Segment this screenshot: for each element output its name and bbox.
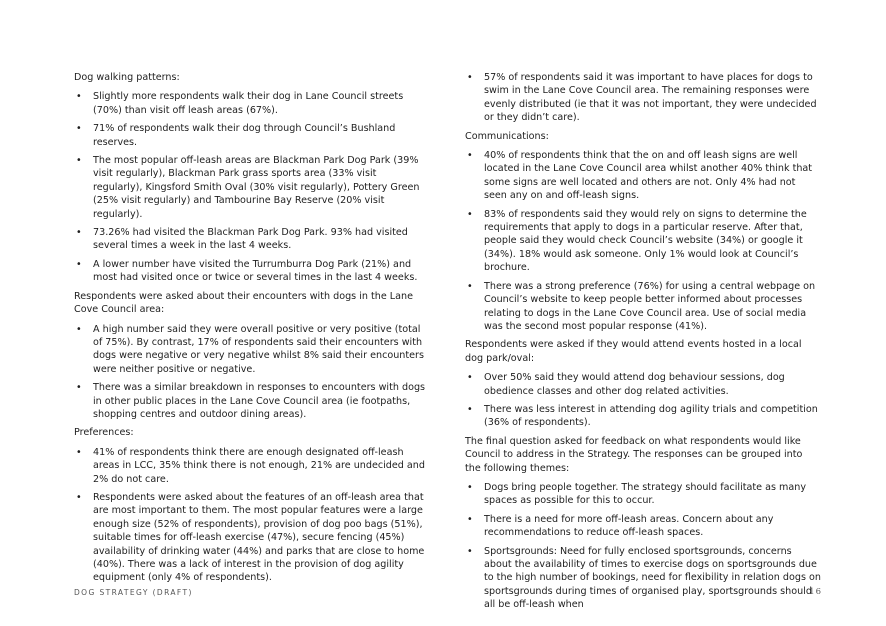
swimming-list: [465, 71, 821, 125]
footer-document-title: DOG STRATEGY (DRAFT): [74, 588, 193, 597]
preferences-list: [74, 446, 426, 585]
dog-walking-heading: Dog walking patterns:: [74, 72, 180, 83]
events-list: [465, 371, 821, 430]
communications-heading: Communications:: [465, 130, 549, 142]
preferences-heading: Preferences:: [74, 427, 134, 439]
feedback-heading: The final question asked for feedback on what respondents would like Council to address in the Strategy. The responses can be grouped into the following themes:: [465, 435, 803, 474]
list-item: • 83% of respondents said they would rely on signs to determine the requirements that apply to dogs in a particular reserve. After that, people said they would check Council’s website (34%) or google it (34%). 18% would ask someone. Only 1% would look at Council’s brochure.: [465, 208, 821, 275]
footer-page-number: 16: [809, 587, 822, 597]
list-item: • Sportsgrounds: Need for fully enclosed sportsgrounds, concerns about the availability of times to exercise dogs on sportsgrounds due to the high number of bookings, need for flexibility in relation dogs on sportsgrounds during times of organised play, sportsgrounds should all be off-leash when: [465, 545, 821, 612]
events-heading: Respondents were asked if they would attend events hosted in a local dog park/oval:: [465, 339, 802, 364]
list-item: • There is a need for more off-leash areas. Concern about any recommendations to reduce off-leash spaces.: [465, 513, 821, 540]
list-item: • Slightly more respondents walk their dog in Lane Council streets (70%) than visit off leash areas (67%).: [74, 90, 426, 117]
dog-walking-list: [74, 90, 426, 284]
list-item: • 57% of respondents said it was important to have places for dogs to swim in the Lane Cove Council area. The remaining responses were evenly distributed (ie that it was not important, they were undecided or they didn’t care).: [465, 71, 821, 125]
list-item: • A lower number have visited the Turrumburra Dog Park (21%) and most had visited once or twice or several times in the last 4 weeks.: [74, 258, 426, 285]
encounters-heading: Respondents were asked about their encounters with dogs in the Lane Cove Council area:: [74, 290, 413, 316]
communications-list: [465, 149, 821, 333]
list-item: • 73.26% had visited the Blackman Park Dog Park. 93% had visited several times a week in the last 4 weeks.: [74, 226, 426, 253]
list-item: • 41% of respondents think there are enough designated off-leash areas in LCC, 35% think there is not enough, 21% are undecided and 2% do not care.: [74, 446, 426, 486]
list-item: • There was a similar breakdown in responses to encounters with dogs in other public places in the Lane Cove Council area (ie footpaths, shopping centres and outdoor dining areas).: [74, 381, 426, 421]
list-item: • Dogs bring people together. The strategy should facilitate as many spaces as possible for this to occur.: [465, 481, 821, 508]
list-item: • There was a strong preference (76%) for using a central webpage on Council’s website to keep people better informed about processes relating to dogs in the Lane Cove Council area. Use of social media was the second most popular response (41%).: [465, 280, 821, 334]
encounters-list: [74, 323, 426, 422]
feedback-list: [465, 481, 821, 612]
list-item: • Over 50% said they would attend dog behaviour sessions, dog obedience classes and other dog related activities.: [465, 371, 821, 398]
list-item: • 40% of respondents think that the on and off leash signs are well located in the Lane Cove Council area whilst another 40% think that some signs are well located and others are not. Only 4% had not seen any on and off-leash signs.: [465, 149, 821, 203]
list-item: • Respondents were asked about the features of an off-leash area that are most important to them. The most popular features were a large enough size (52% of respondents), provision of dog poo bags (51%), suitable times for off-leash exercise (47%), secure fencing (45%) availability of drinking water (44%) and parks that are close to home (40%). There was a lack of interest in the provision of dog agility equipment (only 4% of respondents).: [74, 491, 426, 585]
right-column: [465, 71, 821, 617]
list-item: • There was less interest in attending dog agility trials and competition (36% of respondents).: [465, 403, 821, 430]
left-column: [74, 71, 426, 590]
list-item: • A high number said they were overall positive or very positive (total of 75%). By contrast, 17% of respondents said their encounters with dogs were negative or very negative whilst 8% said their encounters were neither positive or negative.: [74, 323, 426, 377]
list-item: • 71% of respondents walk their dog through Council’s Bushland reserves.: [74, 122, 426, 149]
list-item: • The most popular off-leash areas are Blackman Park Dog Park (39% visit regularly), Blackman Park grass sports area (33% visit regularly), Kingsford Smith Oval (30% visit regularly), Pottery Green (25% visit regularly) and Tambourine Bay Reserve (20% visit regularly).: [74, 154, 426, 221]
